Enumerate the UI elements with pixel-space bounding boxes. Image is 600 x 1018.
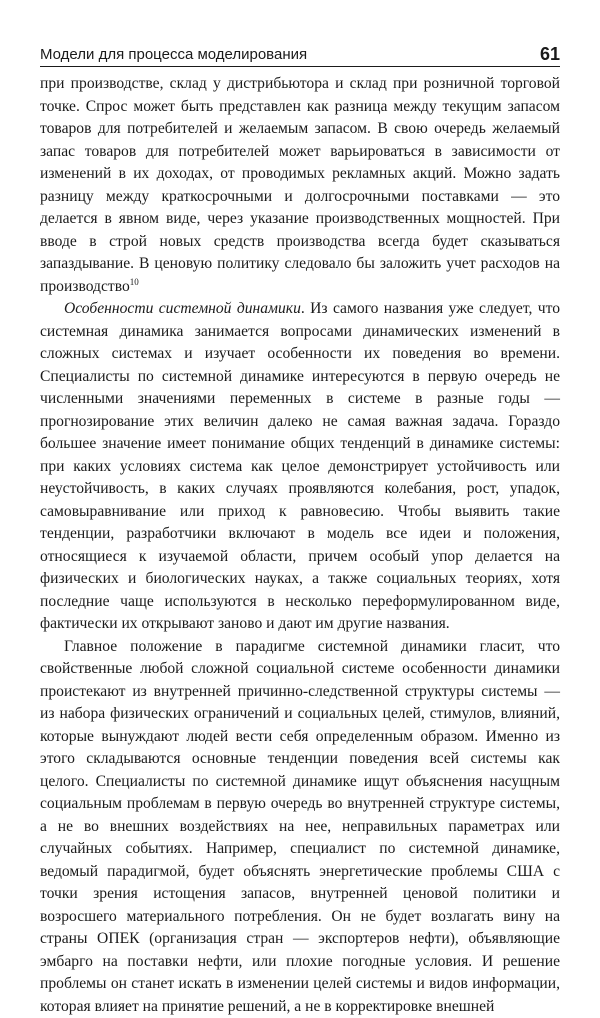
footnote-reference: 10	[130, 276, 139, 286]
section-lead-italic: Особенности системной динамики	[64, 300, 301, 317]
page-header	[40, 44, 560, 67]
paragraph	[40, 73, 560, 298]
paragraph	[40, 298, 560, 636]
paragraph-text: при производстве, склад у дистрибьютора и склад при розничной торговой точке. Спрос может быть представлен как разница между текущим запасом товаров для потребителей и желаемым запасом. В свою очередь желаемый запас товаров для потребителей может варьироваться в зависимости от изменений в их доходах, от проводимых рекламных акций. Можно задать разницу между краткосрочными и долгосрочными поставками — это делается в явном виде, через указание производственных мощностей. При вводе в строй новых средств производства всегда будет сказываться запаздывание. В ценовую политику следовало бы заложить учет расходов на производство	[40, 75, 560, 295]
page-number: 61	[540, 44, 560, 65]
paragraph	[40, 636, 560, 1018]
running-title: Модели для процесса моделирования	[40, 46, 307, 63]
paragraph-text: . Из самого названия уже следует, что системная динамика занимается вопросами динамических изменений в сложных системах и изучает особенности их поведения во времени. Специалисты по системной динамике интересуются в первую очередь не численными значениями переменных в системе в разные годы — прогнозирование этих величин далеко не самая важная задача. Гораздо большее значение имеет понимание общих тенденций в динамике системы: при каких условиях система как целое демонстрирует устойчивость или неустойчивость, в каких случаях проявляются колебания, рост, упадок, самовыравнивание или приход к равновесию. Чтобы выявить такие тенденции, разработчики включают в модель все идеи и положения, относящиеся к изучаемой области, причем особый упор делается на физических и биологических науках, а также социальных теориях, хотя последние чаще используются в несколько переформулированном виде, фактически их открывают заново и дают им другие названия.	[40, 300, 560, 632]
paragraph-text: Главное положение в парадигме системной динамики гласит, что свойственные любой сложной социальной системе особенности динамики проистекают из внутренней причинно-следственной структуры системы — из набора физических ограничений и социальных целей, стимулов, влияний, которые вынуждают людей вести себя определенным образом. Именно из этого складываются основные тенденции поведения всей системы как целого. Специалисты по системной динамике ищут объяснения насущным социальным проблемам в первую очередь во внутренней структуре системы, а не во внешних воздействиях на нее, неправильных параметрах или случайных событиях. Например, специалист по системной динамике, ведомый парадигмой, будет объяснять энергетические проблемы США с точки зрения истощения запасов, внутренней ценовой политики и возросшего материального потребления. Он не будет возлагать вину на страны ОПЕК (организация стран — экспортеров нефти), объявляющие эмбарго на поставки нефти, или плохие погодные условия. И решение проблемы он станет искать в изменении целей системы и видов информации, которая влияет на принятие решений, а не в корректировке внешней	[40, 638, 560, 1015]
body-text	[40, 73, 560, 1018]
